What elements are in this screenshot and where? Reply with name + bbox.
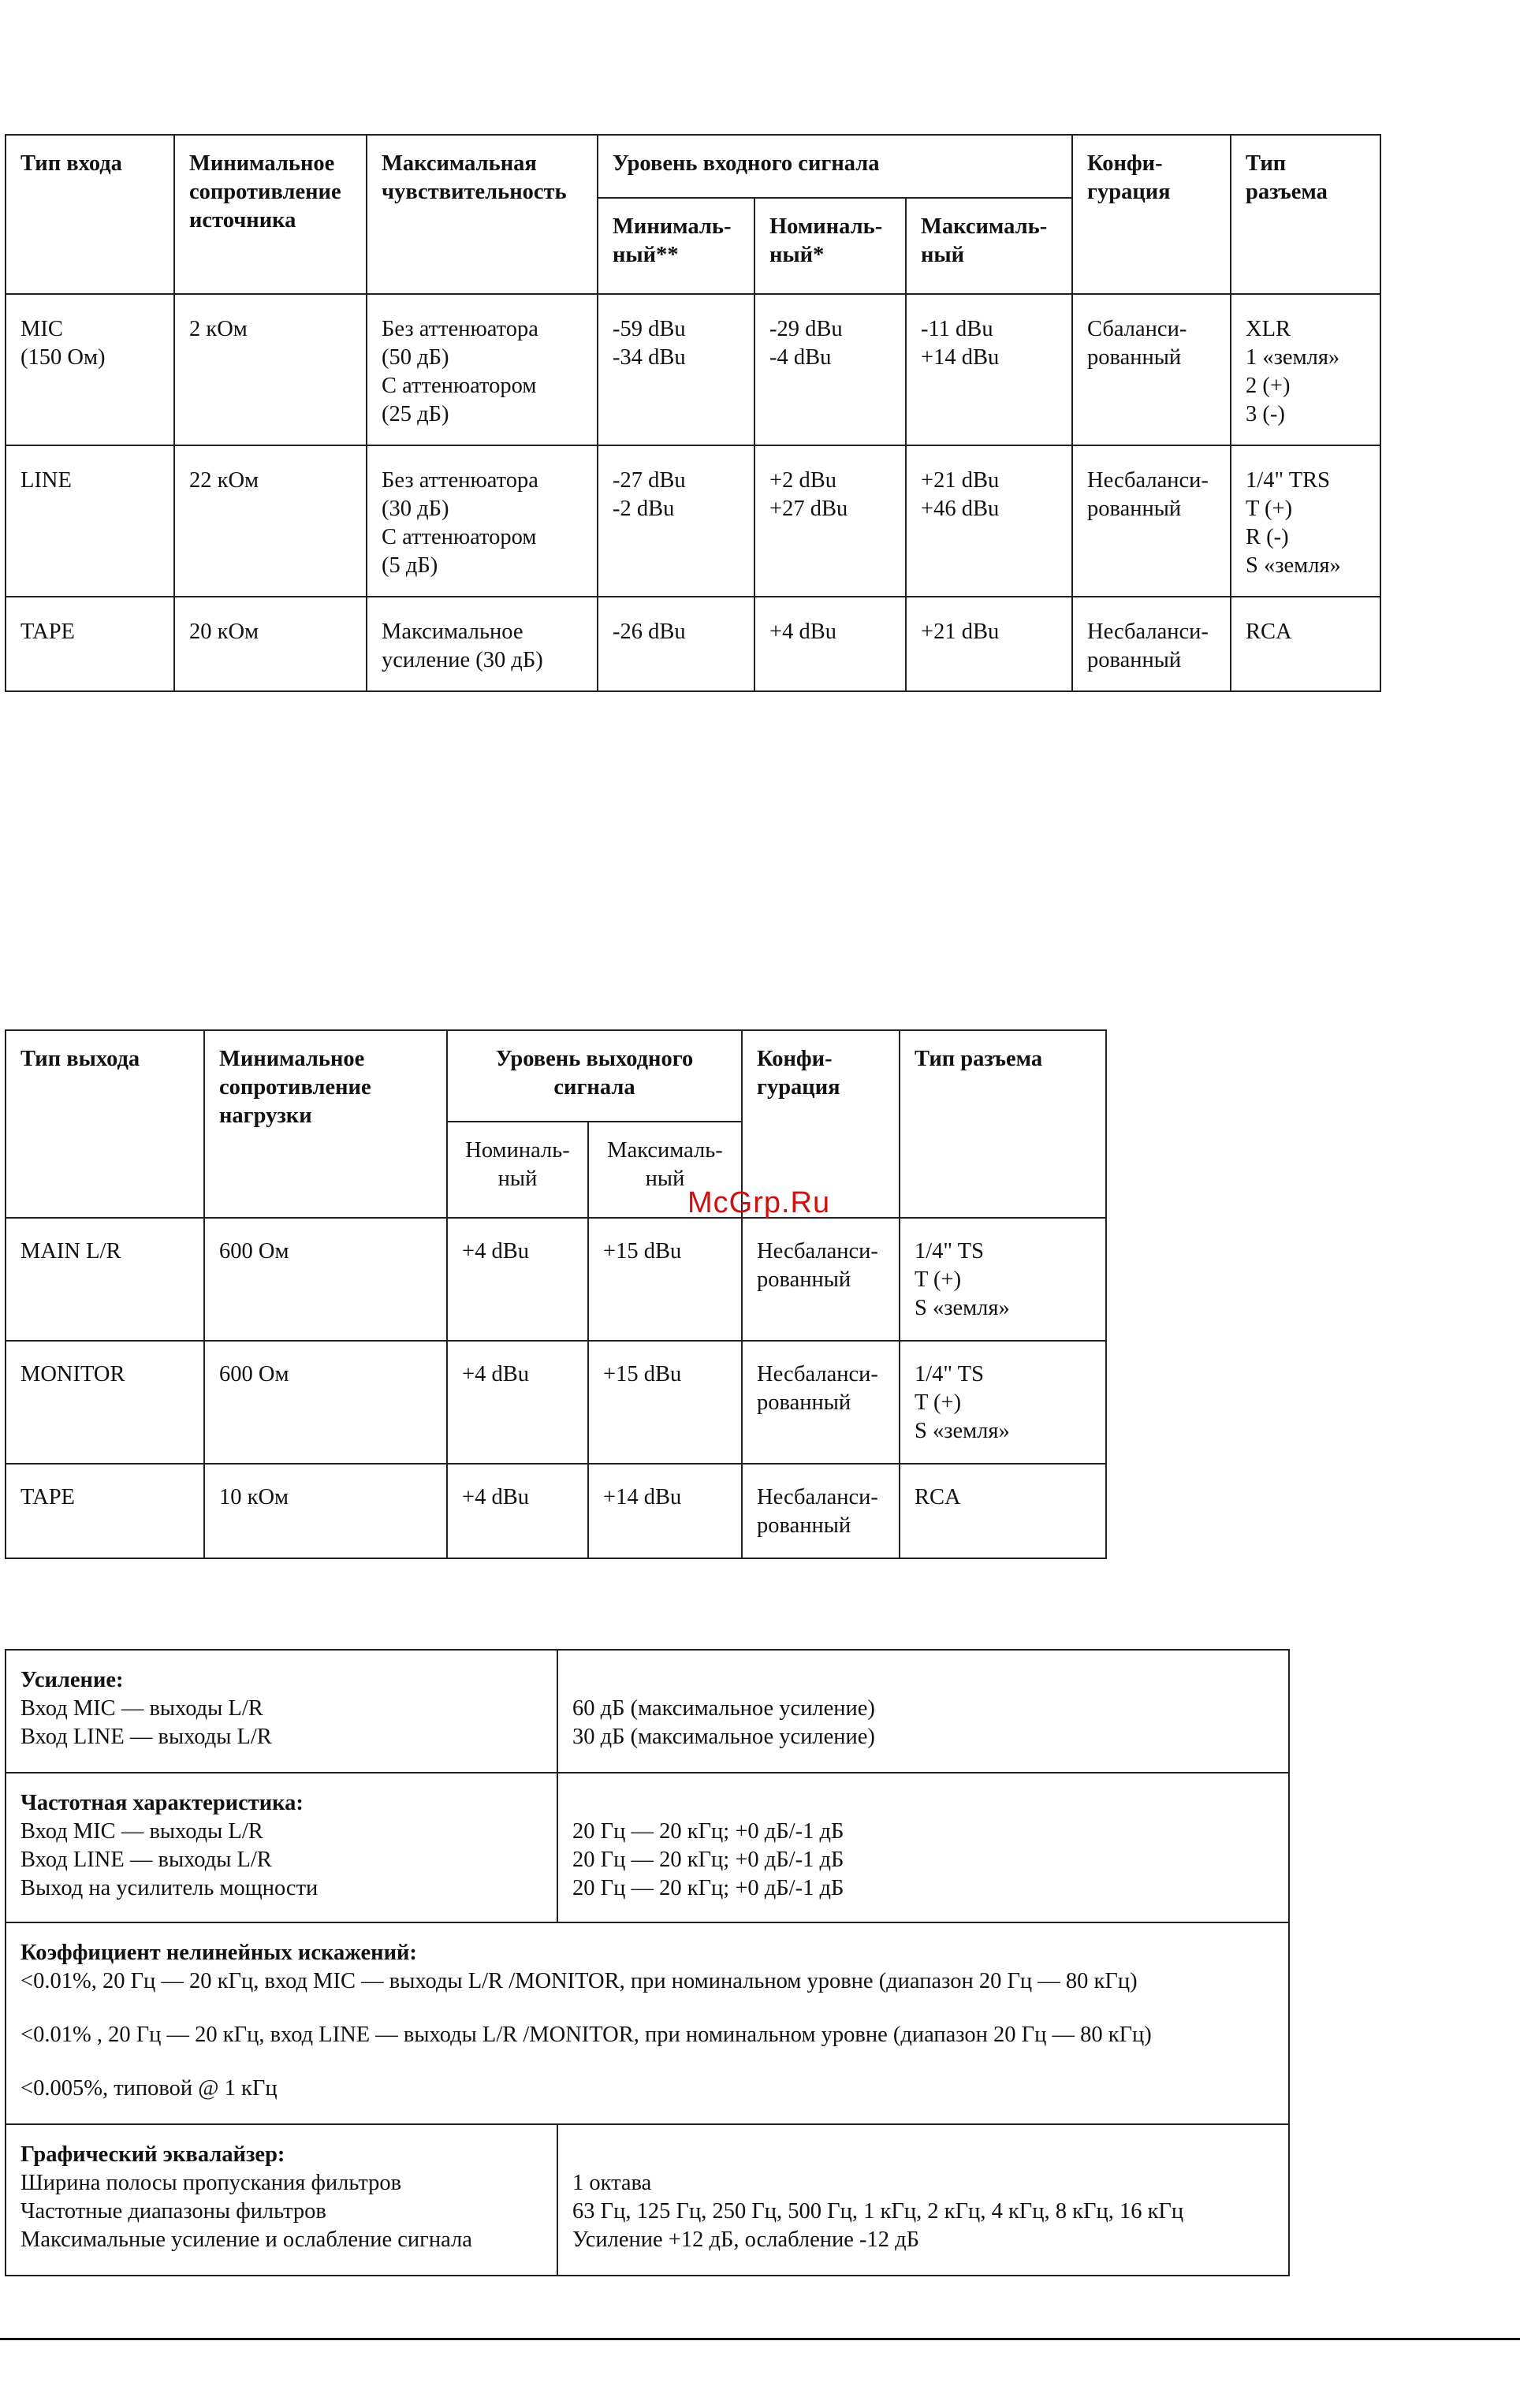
cell-input-type: MIC (150 Ом) [6,294,174,445]
cell-configuration: Несбаланси- рованный [742,1464,900,1558]
gain-labels: Вход MIC — выходы L/R Вход LINE — выходы L/R [20,1696,272,1749]
header-level-nom: Номиналь-ный* [754,198,906,294]
page-bottom-rule [0,2338,1520,2340]
cell-level-nom: +4 dBu [447,1218,588,1341]
cell-level-nom: -29 dBu -4 dBu [754,294,906,445]
cell-input-type: TAPE [6,597,174,691]
cell-impedance: 20 кОм [174,597,367,691]
cell-connector: 1/4" TS T (+) S «земля» [900,1218,1106,1341]
cell-sensitivity: Максимальное усиление (30 дБ) [367,597,598,691]
header-input-level: Уровень входного сигнала [598,135,1072,198]
cell-level-max: +15 dBu [588,1218,742,1341]
thd-title: Коэффициент нелинейных искажений: [20,1941,417,1965]
cell-level-max: +21 dBu [906,597,1072,691]
cell-level-max: +15 dBu [588,1341,742,1464]
cell-level-nom: +4 dBu [447,1341,588,1464]
cell-output-type: MAIN L/R [6,1218,204,1341]
cell-level-min: -27 dBu -2 dBu [598,445,754,597]
eq-labels-cell [6,2124,557,2276]
cell-configuration: Несбаланси- рованный [742,1218,900,1341]
cell-impedance: 22 кОм [174,445,367,597]
cell-output-type: MONITOR [6,1341,204,1464]
thd-line-line: <0.01% , 20 Гц — 20 кГц, вход LINE — выходы L/R /MONITOR, при номинальном уровне (диапазон 20 Гц — 80 кГц) [20,2023,1152,2047]
cell-connector: 1/4" TRS T (+) R (-) S «земля» [1231,445,1380,597]
eq-values-cell [557,2124,1289,2276]
general-specs-table [5,1649,1290,2276]
gain-labels-cell [6,1650,557,1773]
gain-values-cell [557,1650,1289,1773]
header-connector: Тип разъема [1231,135,1380,294]
watermark-text: McGrp.Ru [687,1186,831,1219]
cell-impedance: 10 кОм [204,1464,447,1558]
header-configuration: Конфи-гурация [742,1030,900,1218]
header-min-load-impedance: Минимальное сопротивление нагрузки [204,1030,447,1218]
table-row [6,1464,1106,1558]
table-row [6,294,1380,445]
cell-impedance: 2 кОм [174,294,367,445]
spec-row-graphic-eq [6,2124,1289,2276]
cell-output-type: TAPE [6,1464,204,1558]
cell-impedance: 600 Ом [204,1218,447,1341]
cell-level-max: +21 dBu +46 dBu [906,445,1072,597]
gain-values: 60 дБ (максимальное усиление) 30 дБ (максимальное усиление) [572,1696,875,1749]
header-level-nom: Номиналь-ный [447,1122,588,1218]
table-row [6,1341,1106,1464]
header-level-max: Максималь-ный [588,1122,742,1218]
table-row [6,445,1380,597]
header-output-level: Уровень выходного сигнала [447,1030,742,1122]
table-row [6,1218,1106,1341]
cell-level-min: -26 dBu [598,597,754,691]
header-connector: Тип разъема [900,1030,1106,1218]
input-specs-table [5,134,1381,692]
cell-connector: RCA [1231,597,1380,691]
cell-level-nom: +4 dBu [754,597,906,691]
cell-configuration: Несбаланси- рованный [742,1341,900,1464]
table-row [6,597,1380,691]
cell-level-max: -11 dBu +14 dBu [906,294,1072,445]
frequency-title: Частотная характеристика: [20,1791,304,1815]
frequency-values-cell [557,1773,1289,1922]
cell-connector: XLR 1 «земля» 2 (+) 3 (-) [1231,294,1380,445]
cell-connector: RCA [900,1464,1106,1558]
frequency-labels-cell [6,1773,557,1922]
cell-impedance: 600 Ом [204,1341,447,1464]
header-level-max: Максималь-ный [906,198,1072,294]
eq-labels: Ширина полосы пропускания фильтров Частотные диапазоны фильтров Максимальные усиление и ослабление сигнала [20,2171,472,2252]
cell-configuration: Несбаланси- рованный [1072,445,1231,597]
spec-row-gain [6,1650,1289,1773]
cell-input-type: LINE [6,445,174,597]
cell-sensitivity: Без аттенюатора (50 дБ) С аттенюатором (25 дБ) [367,294,598,445]
cell-level-max: +14 dBu [588,1464,742,1558]
gain-title: Усиление: [20,1668,124,1692]
header-max-sensitivity: Максимальная чувствительность [367,135,598,294]
cell-configuration: Сбаланси- рованный [1072,294,1231,445]
output-specs-table [5,1029,1107,1559]
thd-cell [6,1922,1289,2124]
eq-title: Графический эквалайзер: [20,2142,285,2167]
spec-row-frequency-response [6,1773,1289,1922]
cell-level-nom: +2 dBu +27 dBu [754,445,906,597]
cell-connector: 1/4" TS T (+) S «земля» [900,1341,1106,1464]
header-input-type: Тип входа [6,135,174,294]
cell-configuration: Несбаланси- рованный [1072,597,1231,691]
header-configuration: Конфи-гурация [1072,135,1231,294]
header-level-min: Минималь-ный** [598,198,754,294]
header-min-source-impedance: Минимальное сопротивление источника [174,135,367,294]
cell-level-min: -59 dBu -34 dBu [598,294,754,445]
spec-row-thd [6,1922,1289,2124]
header-output-type: Тип выхода [6,1030,204,1218]
cell-level-nom: +4 dBu [447,1464,588,1558]
thd-line-mic: <0.01%, 20 Гц — 20 кГц, вход MIC — выходы L/R /MONITOR, при номинальном уровне (диапазон 20 Гц — 80 кГц) [20,1969,1138,1993]
cell-sensitivity: Без аттенюатора (30 дБ) С аттенюатором (5 дБ) [367,445,598,597]
thd-line-typical: <0.005%, типовой @ 1 кГц [20,2076,278,2101]
eq-values: 1 октава 63 Гц, 125 Гц, 250 Гц, 500 Гц, 1 кГц, 2 кГц, 4 кГц, 8 кГц, 16 кГц Усиление +12 дБ, ослабление -12 дБ [572,2171,1184,2252]
frequency-values: 20 Гц — 20 кГц; +0 дБ/-1 дБ 20 Гц — 20 кГц; +0 дБ/-1 дБ 20 Гц — 20 кГц; +0 дБ/-1 дБ [572,1819,844,1900]
frequency-labels: Вход MIC — выходы L/R Вход LINE — выходы L/R Выход на усилитель мощности [20,1819,319,1900]
